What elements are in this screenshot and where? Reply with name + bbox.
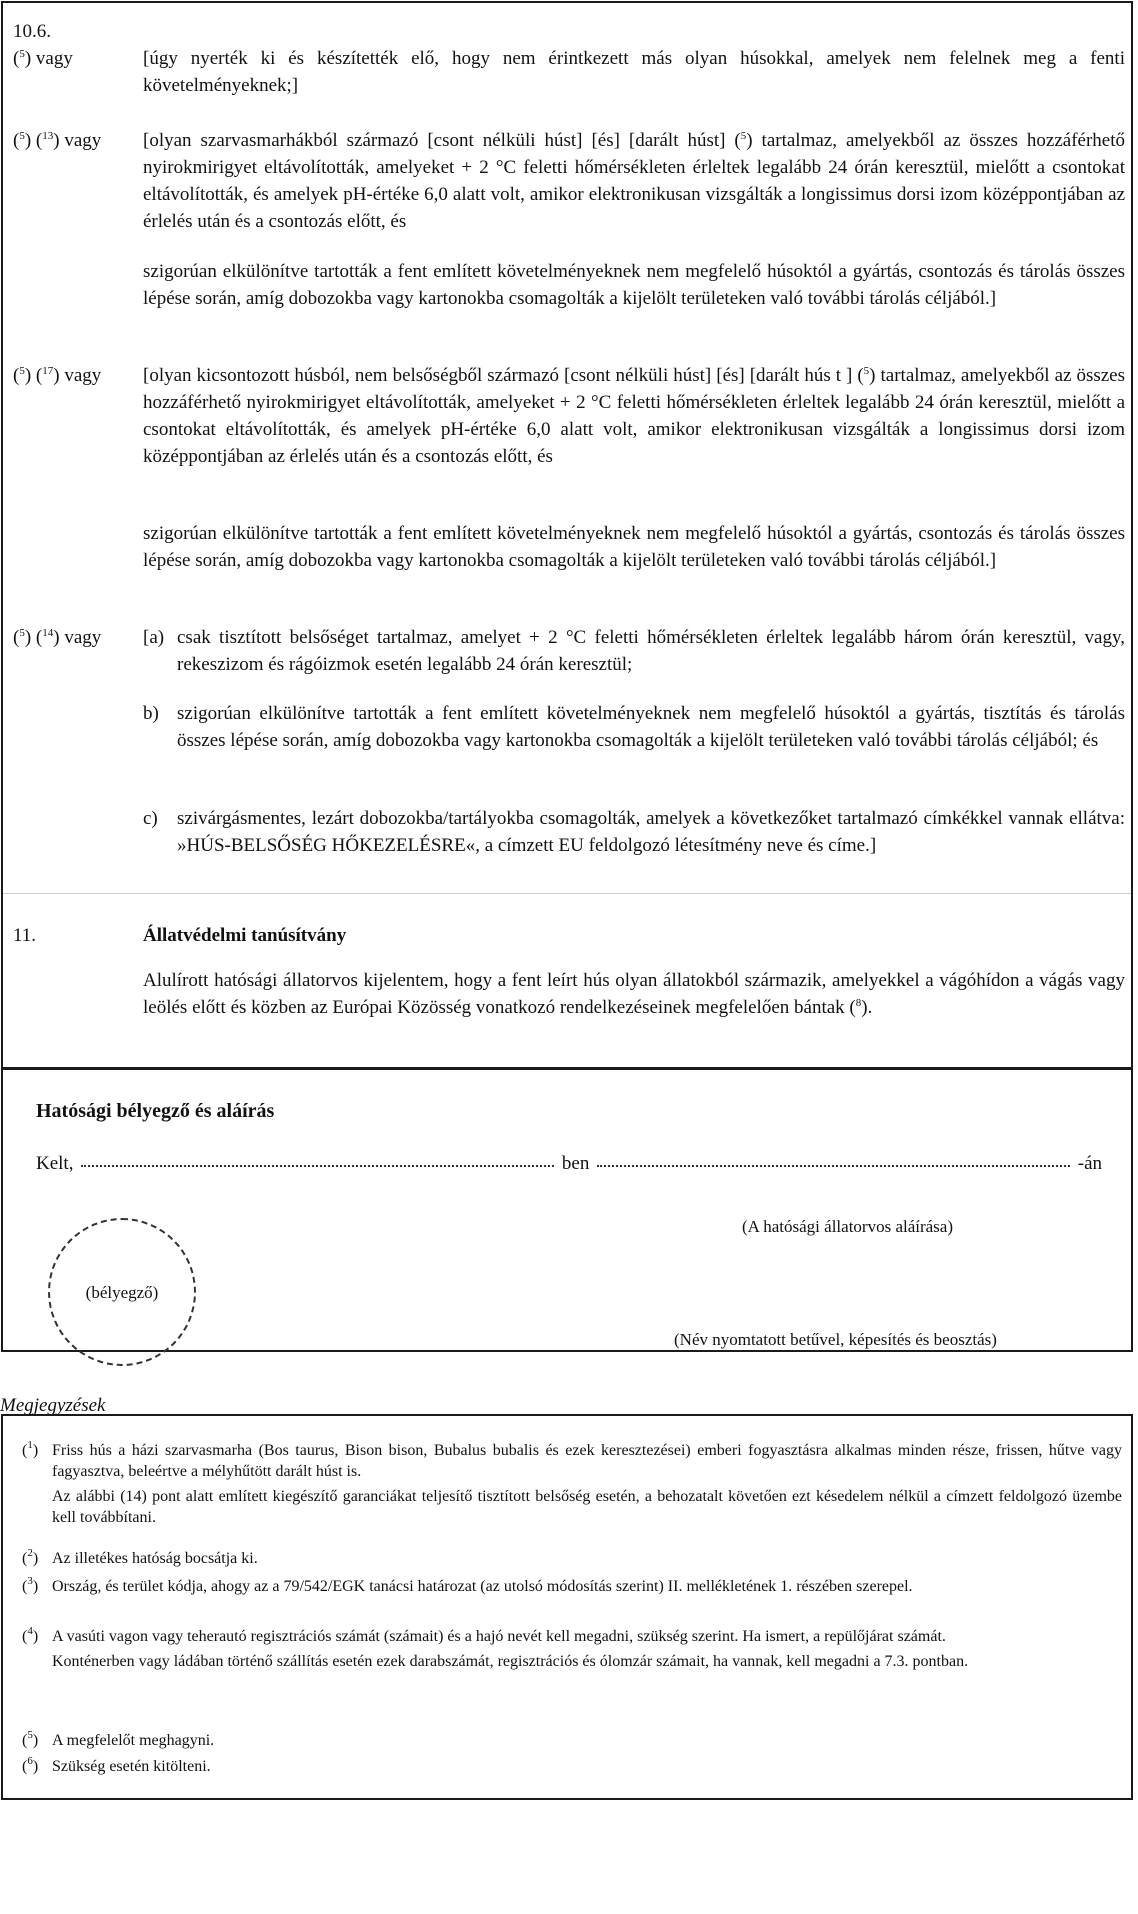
section-number-10-6: 10.6. (13, 21, 51, 42)
note-3-mark: ($^3$) (22, 1575, 39, 1595)
option-2-text-para2: szigorúan elkülönítve tartották a fent említett követelményeknek nem megfelelő húsoktól a gyártás, csontozás és tárolás összes lépése során, amíg dobozokba vagy kartonokba csomagolták a kijelölt területeken való további tárolás céljából.] (143, 261, 1125, 309)
option-1-label: ($^5$) vagy (13, 48, 73, 69)
signature-caption: (A hatósági állatorvos aláírása) (742, 1217, 954, 1236)
section-divider (3, 893, 1131, 894)
section-number-11: 11. (13, 925, 37, 946)
note-6-mark: ($^6$) (22, 1755, 39, 1775)
note-3: ($^3$) Ország, és terület kódja, ahogy az a 79/542/EGK tanácsi határozat (az utolsó módosítás szerint) II. mellékletének 1. részében szerepel. (22, 1575, 913, 1595)
stamp-circle (48, 1218, 196, 1366)
an-label: -án (1077, 1153, 1103, 1174)
place-field[interactable] (81, 1164, 553, 1167)
notes-title: Megjegyzések (0, 1395, 106, 1416)
section-11-heading: Állatvédelmi tanúsítvány (143, 925, 347, 946)
section-11-text: Alulírott hatósági állatorvos kijelentem, hogy a fent leírt hús olyan állatokból származik, amelyekkel a vágóhídon a vágás vagy leölés előtt és közben az Európai Közösség vonatkozó rendelkezéseinek megfelelően bántak ($^8$). (143, 970, 1125, 1018)
note-6: ($^6$) Szükség esetén kitölteni. (22, 1755, 211, 1775)
note-1-mark: ($^1$) (22, 1439, 39, 1459)
option-4-label: ($^5$) ($^{14}$) vagy (13, 627, 102, 648)
date-place-line (36, 1150, 1102, 1177)
option-1-text: [úgy nyerték ki és készítették elő, hogy nem érintkezett más olyan húsokkal, amelyek nem felelnek meg a fenti követelményeknek;] (143, 48, 1125, 96)
option-4-item-a-text: csak tisztított belsőséget tartalmaz, amelyet + 2 °C feletti hőmérsékleten érleltek legalább három órán keresztül, vagy, rekeszizom és rágóizmok esetén legalább 24 órán keresztül; (177, 627, 1125, 675)
ben-label: ben (561, 1153, 590, 1174)
name-caption: (Név nyomtatott betűvel, képesítés és beosztás) (674, 1330, 997, 1349)
note-5: ($^5$) A megfelelőt meghagyni. (22, 1729, 215, 1749)
option-4-item-b-marker: b) (143, 703, 159, 724)
option-2-text: [olyan szarvasmarhákból származó [csont nélküli húst] [és] [darált húst] ($^5$) tartalmaz, amelyekből az összes hozzáférhető nyirokmirigyet eltávolították, amelyeket + 2 °C feletti hőmérsékleten érleltek legalább 24 órán keresztül, mielőtt a csontokat eltávolították, és amelyek pH-értéke 6,0 alatt volt, amikor elektronikusan vizsgálták a longissimus dorsi izom középpontjában az érlelés után és a csontozás előtt, és (143, 130, 1125, 232)
signature-title: Hatósági bélyegző és aláírás (36, 1100, 275, 1122)
kelt-label: Kelt, (36, 1153, 74, 1174)
option-4-item-b-text: szigorúan elkülönítve tartották a fent említett követelményeknek nem megfelelő húsoktól a gyártás, tisztítás és tárolás összes lépése során, amíg dobozokba vagy kartonokba csomagolták a kijelölt területeken való további tárolás céljából; és (177, 703, 1125, 751)
note-4: ($^4$) A vasúti vagon vagy teherautó regisztrációs számát (számait) és a hajó nevét kell megadni, szükség szerint. Ha ismert, a repülőjárat számát. Konténerben vagy ládában történő szállítás esetén ezek darabszámát, regisztrációs és ólomzár számait, ha vannak, kell megadni a 7.3. pontban. (22, 1625, 969, 1670)
option-4-item-c-marker: c) (143, 808, 158, 829)
option-4-item-a-marker: [a) (143, 627, 165, 648)
option-3-text: [olyan kicsontozott húsból, nem belsőségből származó [csont nélküli húst] [és] [darált hús t ] ($^5$) tartalmaz, amelyekből az összes hozzáférhető nyirokmirigyet eltávolították, amelyeket + 2 °C feletti hőmérsékleten érleltek legalább 24 órán keresztül, mielőtt a csontokat eltávolították, és amelyek pH-értéke 6,0 alatt volt, amikor elektronikusan vizsgálták a longissimus dorsi izom középpontjában az érlelés után és a csontozás előtt, és (143, 365, 1125, 467)
option-3-label: ($^5$) ($^{17}$) vagy (13, 365, 102, 386)
note-2: ($^2$) Az illetékes hatóság bocsátja ki. (22, 1547, 258, 1567)
option-4-item-c-text: szivárgásmentes, lezárt dobozokba/tartályokba csomagolták, amelyek a következőket tartalmazó címkékkel vannak ellátva: »HÚS-BELSŐSÉG HŐKEZELÉSRE«, a címzett EU feldolgozó létesítmény neve és címe.] (177, 808, 1125, 856)
note-1: ($^1$) Friss hús a házi szarvasmarha (Bos taurus, Bison bison, Bubalus bubalis és ezek keresztezései) emberi fogyasztásra alkalmas minden része, frissen, hűtve vagy fagyasztva, beleértve a mélyhűtött darált húst is. Az alábbi (14) pont alatt említett kiegészítő garanciákat teljesítő tisztított belsőség esetén, a behozatalt követően ezt késedelem nélkül a címzett feldolgozó üzembe kell továbbítani. (22, 1439, 1122, 1526)
note-2-mark: ($^2$) (22, 1547, 39, 1567)
note-4-mark: ($^4$) (22, 1625, 39, 1645)
note-5-mark: ($^5$) (22, 1729, 39, 1749)
option-3-text-para2: szigorúan elkülönítve tartották a fent említett követelményeknek nem megfelelő húsoktól a gyártás, csontozás és tárolás összes lépése során, amíg dobozokba vagy kartonokba csomagolták a kijelölt területeken való további tárolás céljából.] (143, 523, 1125, 571)
option-2-label: ($^5$) ($^{13}$) vagy (13, 130, 102, 151)
stamp-label: (bélyegző) (85, 1282, 159, 1302)
date-field[interactable] (597, 1164, 1069, 1167)
